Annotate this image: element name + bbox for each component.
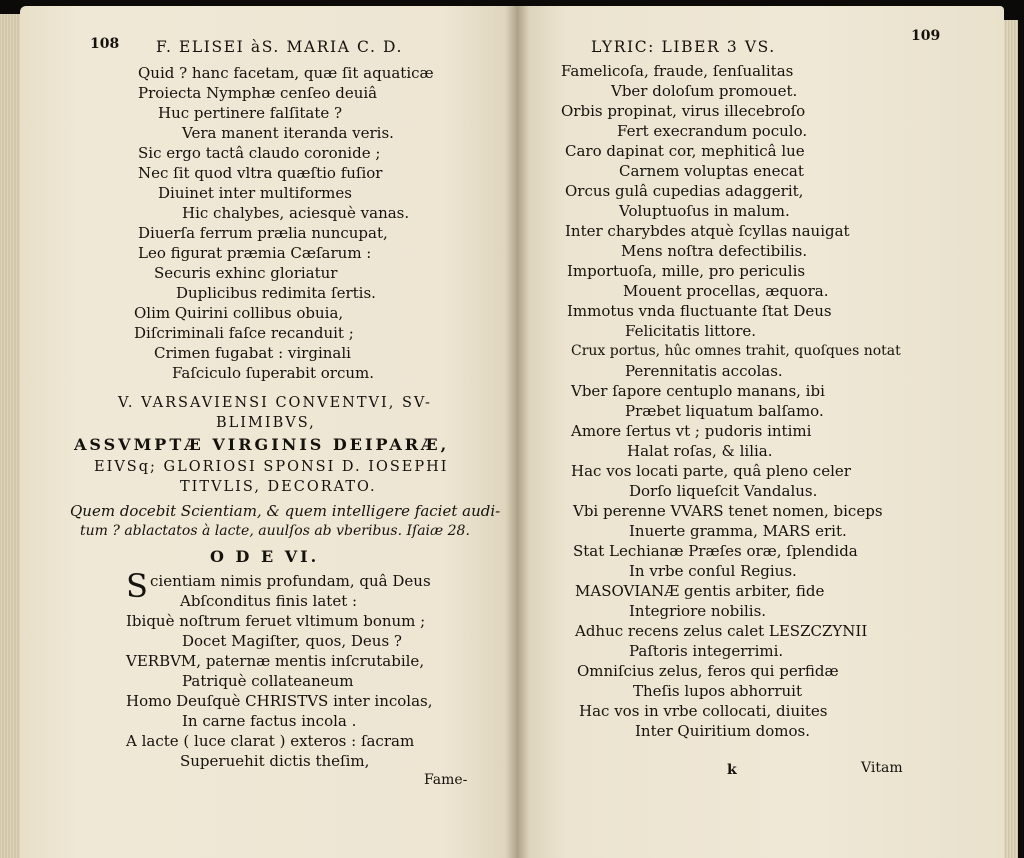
dedication-line: ASSVMPTÆ VIRGINIS DEIPARÆ, <box>74 435 450 454</box>
ode-line: A lacte ( luce clarat ) exteros : ſacram <box>126 732 415 750</box>
running-head: LYRIC: LIBER 3 VS. <box>591 38 776 56</box>
dedication-line: V. VARSAVIENSI CONVENTVI, SV- <box>118 395 432 411</box>
text-line: Importuoſa, mille, pro periculis <box>567 262 806 280</box>
page-number: 109 <box>911 28 941 44</box>
text-line: Crimen fugabat : virginali <box>154 344 351 362</box>
text-line: Vera manent iteranda veris. <box>182 124 394 142</box>
text-line: Diuerſa ferrum prælia nuncupat, <box>138 224 388 242</box>
text-line: Fert execrandum poculo. <box>617 122 808 140</box>
text-line: Omniſcius zelus, feros qui perfidæ <box>577 662 839 680</box>
ode-line: In carne factus incola . <box>182 712 357 730</box>
text-line: Præbet liquatum balſamo. <box>625 402 824 420</box>
text-line: Voluptuoſus in malum. <box>619 202 790 220</box>
text-line: Stat Lechianæ Præſes oræ, ſplendida <box>573 542 858 560</box>
text-line: Immotus vnda fluctuante ſtat Deus <box>567 302 832 320</box>
text-line: Quid ? hanc facetam, quæ ſit aquaticæ <box>138 64 434 82</box>
text-line: Huc pertinere falſitate ? <box>158 104 343 122</box>
epigraph-line: tum ? ablactatos à lacte, auulſos ab vberibus. Iſaiæ 28. <box>80 523 470 539</box>
text-line: Olim Quirini collibus obuia, <box>134 304 344 322</box>
text-line: MASOVIANÆ gentis arbiter, fide <box>575 582 825 600</box>
text-line: Hic chalybes, aciesquè vanas. <box>182 204 410 222</box>
text-line: In vrbe conſul Regius. <box>629 562 797 580</box>
text-line: Duplicibus redimita ſertis. <box>176 284 376 302</box>
text-line: Securis exhinc gloriatur <box>154 264 338 282</box>
left-page <box>20 6 517 858</box>
text-line: Halat roſas, & lilia. <box>627 442 773 460</box>
ode-line: VERBVM, paternæ mentis inſcrutabile, <box>126 652 425 670</box>
text-line: Inter charybdes atquè ſcyllas nauigat <box>565 222 850 240</box>
catchword: Vitam <box>861 760 903 776</box>
text-line: Mouent procellas, æquora. <box>623 282 829 300</box>
text-line: Vbi perenne VVARS tenet nomen, biceps <box>573 502 883 520</box>
ode-line: Superuehit dictis theſim, <box>180 752 370 770</box>
text-line: Orcus gulâ cupedias adaggerit, <box>565 182 804 200</box>
text-line: Theſis lupos abhorruit <box>633 682 802 700</box>
ode-line: Ibiquè noſtrum feruet vltimum bonum ; <box>126 612 426 630</box>
text-line: Perennitatis accolas. <box>625 362 783 380</box>
ode-line: Homo Deuſquè CHRISTVS inter incolas, <box>126 692 433 710</box>
drop-cap: S <box>126 567 148 605</box>
dedication-line: EIVSq; GLORIOSI SPONSI D. IOSEPHI <box>94 459 449 475</box>
text-line: Hac vos locati parte, quâ pleno celer <box>571 462 851 480</box>
text-line: Mens noſtra defectibilis. <box>621 242 808 260</box>
text-line: Vber doloſum promouet. <box>611 82 798 100</box>
text-line: Amore ſertus vt ; pudoris intimi <box>571 422 812 440</box>
dedication-line: TITVLIS, DECORATO. <box>180 479 377 495</box>
signature-mark: k <box>727 762 737 778</box>
ode-title: O D E VI. <box>210 547 320 566</box>
text-line: Famelicoſa, fraude, ſenſualitas <box>561 62 794 80</box>
ode-line: Patriquè collateaneum <box>182 672 354 690</box>
catchword: Fame- <box>424 772 468 788</box>
text-line: Inter Quiritium domos. <box>635 722 810 740</box>
text-line: Hac vos in vrbe collocati, diuites <box>579 702 828 720</box>
text-line: Caro dapinat cor, mephiticâ lue <box>565 142 805 160</box>
text-line: Paſtoris integerrimi. <box>629 642 784 660</box>
text-line: Felicitatis littore. <box>625 322 757 340</box>
dedication-line: BLIMIBVS, <box>216 415 316 431</box>
text-line: Proiecta Nymphæ cenſeo deuiâ <box>138 84 378 102</box>
ode-line: Abſconditus finis latet : <box>180 592 358 610</box>
text-line: Diuinet inter multiformes <box>158 184 352 202</box>
page-edges-left <box>0 14 22 858</box>
page-number: 108 <box>90 36 120 52</box>
text-line: Dorſo liqueſcit Vandalus. <box>629 482 818 500</box>
right-page <box>517 6 1004 858</box>
text-line: Orbis propinat, virus illecebroſo <box>561 102 806 120</box>
text-line: Nec ſit quod vltra quæſtio fuſior <box>138 164 383 182</box>
text-line: Carnem voluptas enecat <box>619 162 804 180</box>
ode-line: cientiam nimis profundam, quâ Deus <box>150 572 431 590</box>
text-line: Inuerte gramma, MARS erit. <box>629 522 847 540</box>
running-head: F. ELISEI àS. MARIA C. D. <box>156 38 404 56</box>
text-line: Leo figurat præmia Cæſarum : <box>138 244 372 262</box>
text-line: Diſcriminali faſce recanduit ; <box>134 324 354 342</box>
text-line: Sic ergo tactâ claudo coronide ; <box>138 144 381 162</box>
text-line: Faſciculo ſuperabit orcum. <box>172 364 374 382</box>
text-line: Vber ſapore centuplo manans, ibi <box>571 382 825 400</box>
text-line: Adhuc recens zelus calet LESZCZYNII <box>575 622 868 640</box>
epigraph-line: Quem docebit Scientiam, & quem intelligere faciet audi- <box>70 502 501 520</box>
ode-line: Docet Magiſter, quos, Deus ? <box>182 632 402 650</box>
text-line: Crux portus, hûc omnes trahit, quoſques notat <box>571 343 901 359</box>
text-line: Integriore nobilis. <box>629 602 767 620</box>
book-gutter <box>505 6 529 858</box>
